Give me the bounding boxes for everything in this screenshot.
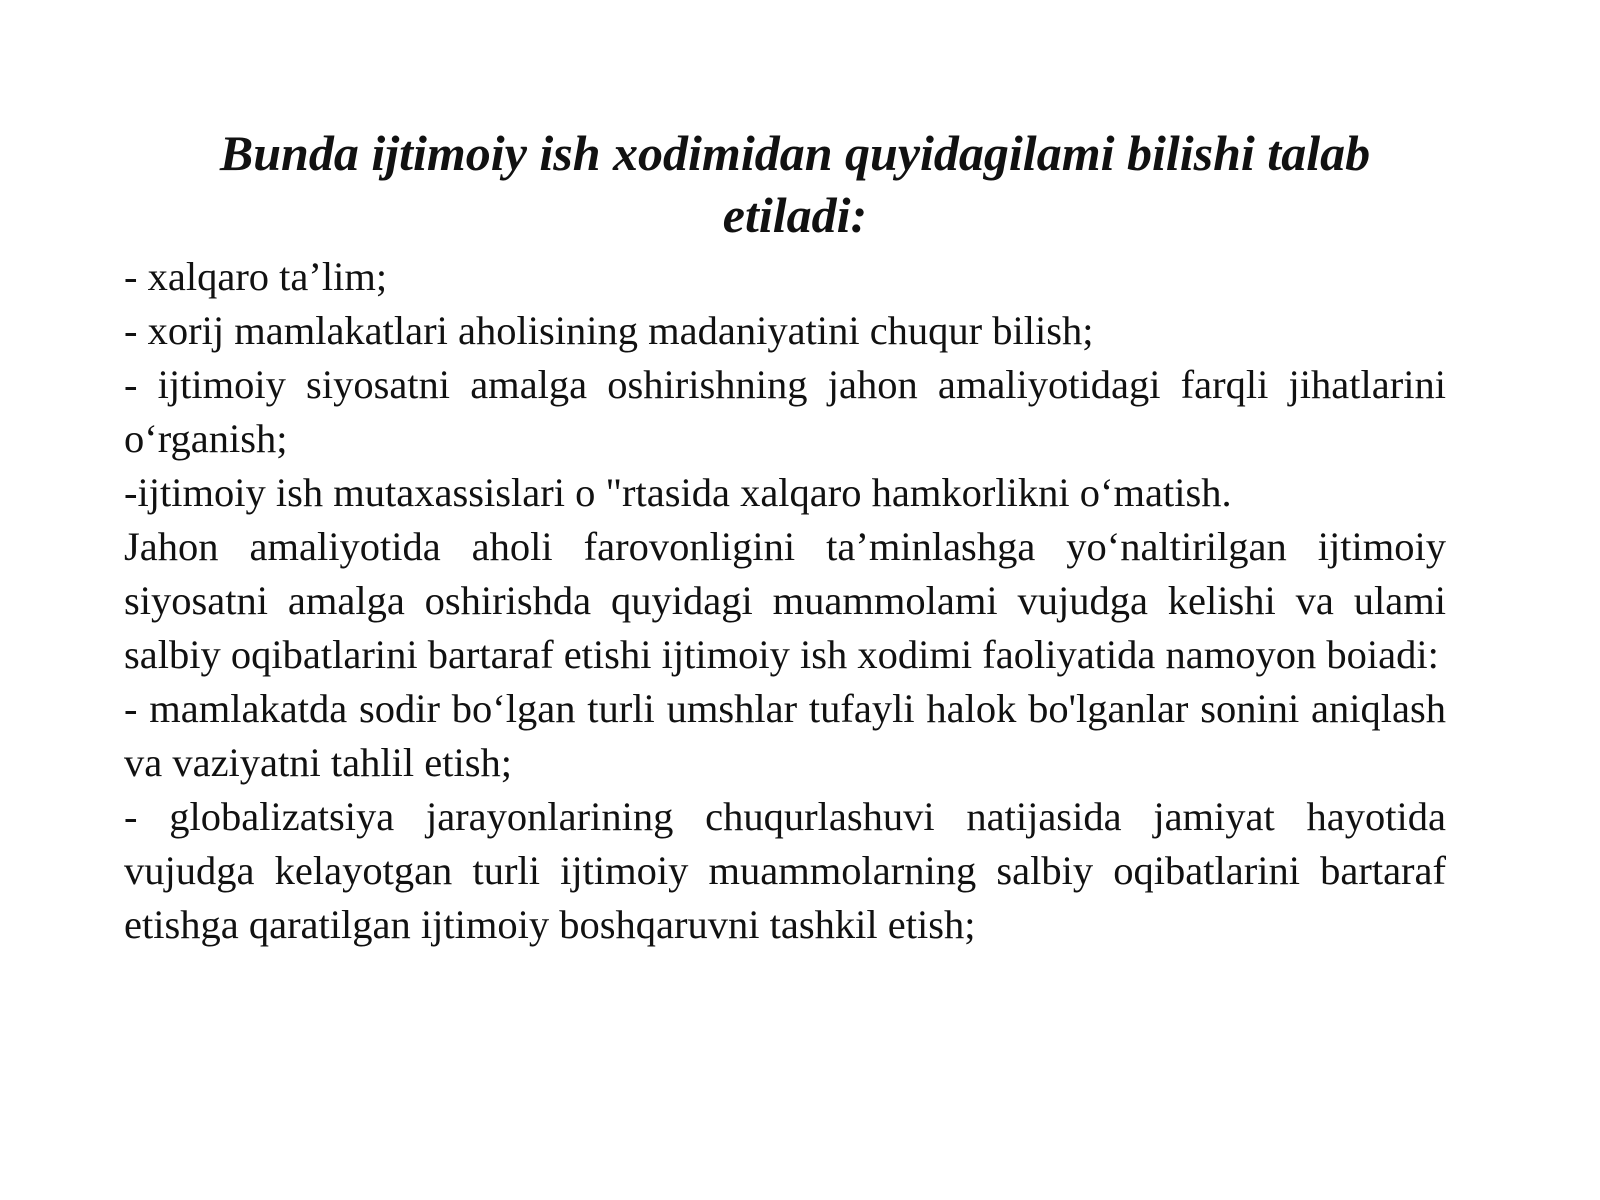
- slide-body: [124, 250, 1446, 952]
- bullet-globalization-management: - globalizatsiya jarayonlarining chuqurlashuvi natijasida jamiyat hayotida vujudga kelayotgan turli ijtimoiy muammolarning salbiy oqibatlarini bartaraf etishga qaratilgan ijtimoiy boshqaruvni tashkil etish;: [124, 794, 1446, 947]
- bullet-international-cooperation: -ijtimoiy ish mutaxassislari o "rtasida xalqaro hamkorlikni o‘matish.: [124, 470, 1232, 515]
- bullet-foreign-culture: - xorij mamlakatlari aholisining madaniyatini chuqur bilish;: [124, 308, 1094, 353]
- slide-title: Bunda ijtimoiy ish xodimidan quyidagilami bilishi talab etiladi:: [219, 125, 1371, 243]
- bullet-casualty-analysis: - mamlakatda sodir bo‘lgan turli umshlar tufayli halok bo'lganlar sonini aniqlash va vaziyatni tahlil etish;: [124, 686, 1446, 785]
- paragraph-world-practice: Jahon amaliyotida aholi farovonligini ta’minlashga yo‘naltirilgan ijtimoiy siyosatni amalga oshirishda quyidagi muammolami vujudga kelishi va ulami salbiy oqibatlarini bartaraf etishi ijtimoiy ish xodimi faoliyatida namoyon boiadi:: [124, 524, 1446, 677]
- bullet-international-education: - xalqaro ta’lim;: [124, 254, 388, 299]
- bullet-social-policy-differences: - ijtimoiy siyosatni amalga oshirishning jahon amaliyotidagi farqli jihatlarini o‘rganish;: [124, 362, 1446, 461]
